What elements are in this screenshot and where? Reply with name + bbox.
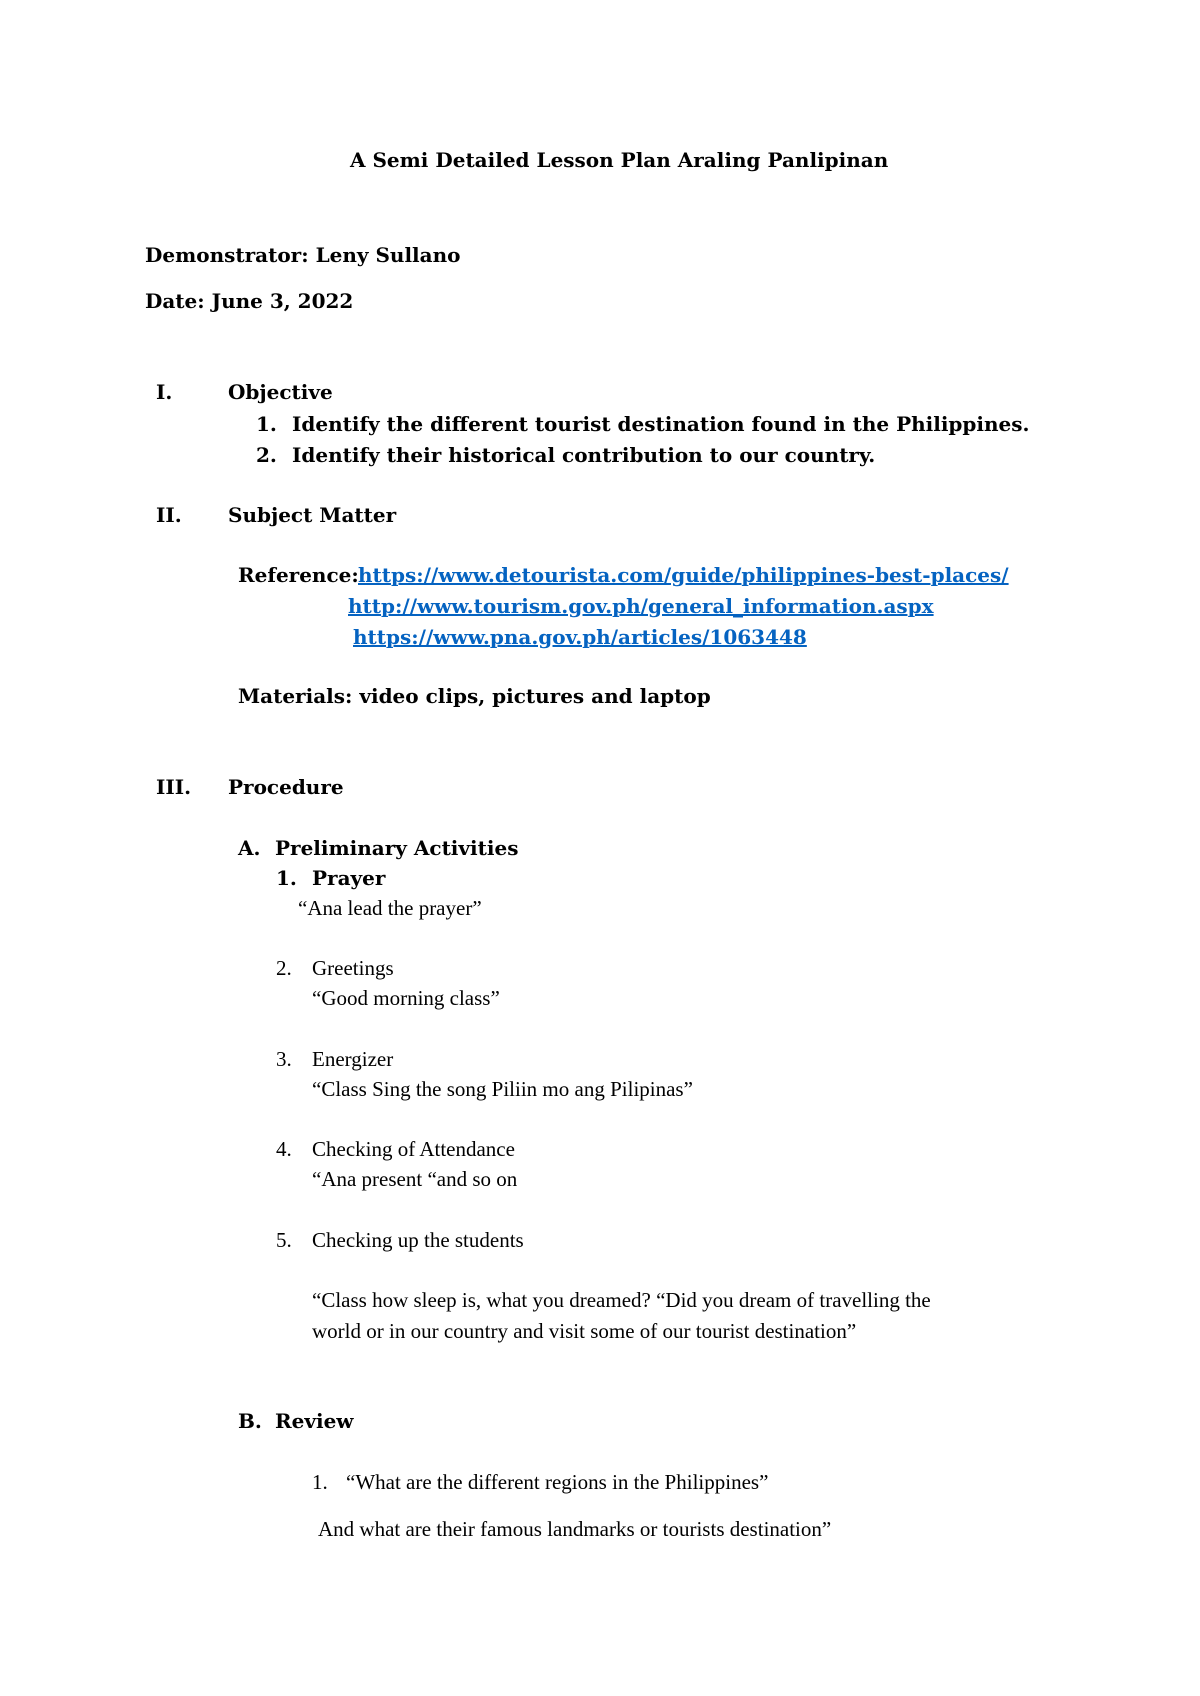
review-number: 1.	[312, 1470, 328, 1494]
section-number-subject: II.	[156, 503, 182, 527]
activity-title: Checking of Attendance	[312, 1137, 515, 1161]
reference-link-detourista[interactable]: https://www.detourista.com/guide/philippines-best-places/	[358, 563, 1009, 587]
objective-item-number: 2.	[256, 443, 277, 467]
objective-item: Identify their historical contribution to our country.	[292, 443, 876, 467]
subsection-heading-preliminary: Preliminary Activities	[275, 836, 519, 860]
section-number-objective: I.	[156, 380, 173, 404]
activity-number: 5.	[276, 1228, 292, 1252]
activity-title: Greetings	[312, 956, 394, 980]
activity-number: 3.	[276, 1047, 292, 1071]
section-number-procedure: III.	[156, 775, 192, 799]
section-heading-subject: Subject Matter	[228, 503, 397, 527]
activity-number: 4.	[276, 1137, 292, 1161]
activity-title: Energizer	[312, 1047, 394, 1071]
activity-title: Checking up the students	[312, 1228, 524, 1252]
reference-link-tourism[interactable]: http://www.tourism.gov.ph/general_information.aspx	[348, 594, 934, 618]
page-title: A Semi Detailed Lesson Plan Araling Panlipinan	[350, 148, 889, 172]
reference-link-pna[interactable]: https://www.pna.gov.ph/articles/1063448	[353, 625, 807, 649]
activity-title: Prayer	[312, 866, 386, 890]
demonstrator-line: Demonstrator: Leny Sullano	[145, 243, 461, 267]
reference-label: Reference:	[238, 563, 359, 587]
subsection-letter-a: A.	[238, 836, 261, 860]
activity-quote: “Class how sleep is, what you dreamed? “Did you dream of travelling the	[312, 1288, 931, 1312]
objective-item: Identify the different tourist destination found in the Philippines.	[292, 412, 1030, 436]
activity-quote: “Good morning class”	[312, 986, 500, 1010]
date-line: Date: June 3, 2022	[145, 289, 354, 313]
review-question-continued: And what are their famous landmarks or tourists destination”	[318, 1517, 832, 1541]
review-question: “What are the different regions in the Philippines”	[346, 1470, 769, 1494]
subsection-heading-review: Review	[275, 1409, 354, 1433]
activity-quote: “Ana present “and so on	[312, 1167, 518, 1191]
section-heading-objective: Objective	[228, 380, 333, 404]
materials-line: Materials: video clips, pictures and laptop	[238, 684, 711, 708]
objective-item-number: 1.	[256, 412, 277, 436]
section-heading-procedure: Procedure	[228, 775, 344, 799]
activity-quote-continued: world or in our country and visit some of our tourist destination”	[312, 1319, 857, 1343]
activity-number: 1.	[276, 866, 297, 890]
activity-number: 2.	[276, 956, 292, 980]
activity-quote: “Class Sing the song Piliin mo ang Pilipinas”	[312, 1077, 693, 1101]
activity-quote: “Ana lead the prayer”	[298, 896, 482, 920]
subsection-letter-b: B.	[238, 1409, 262, 1433]
